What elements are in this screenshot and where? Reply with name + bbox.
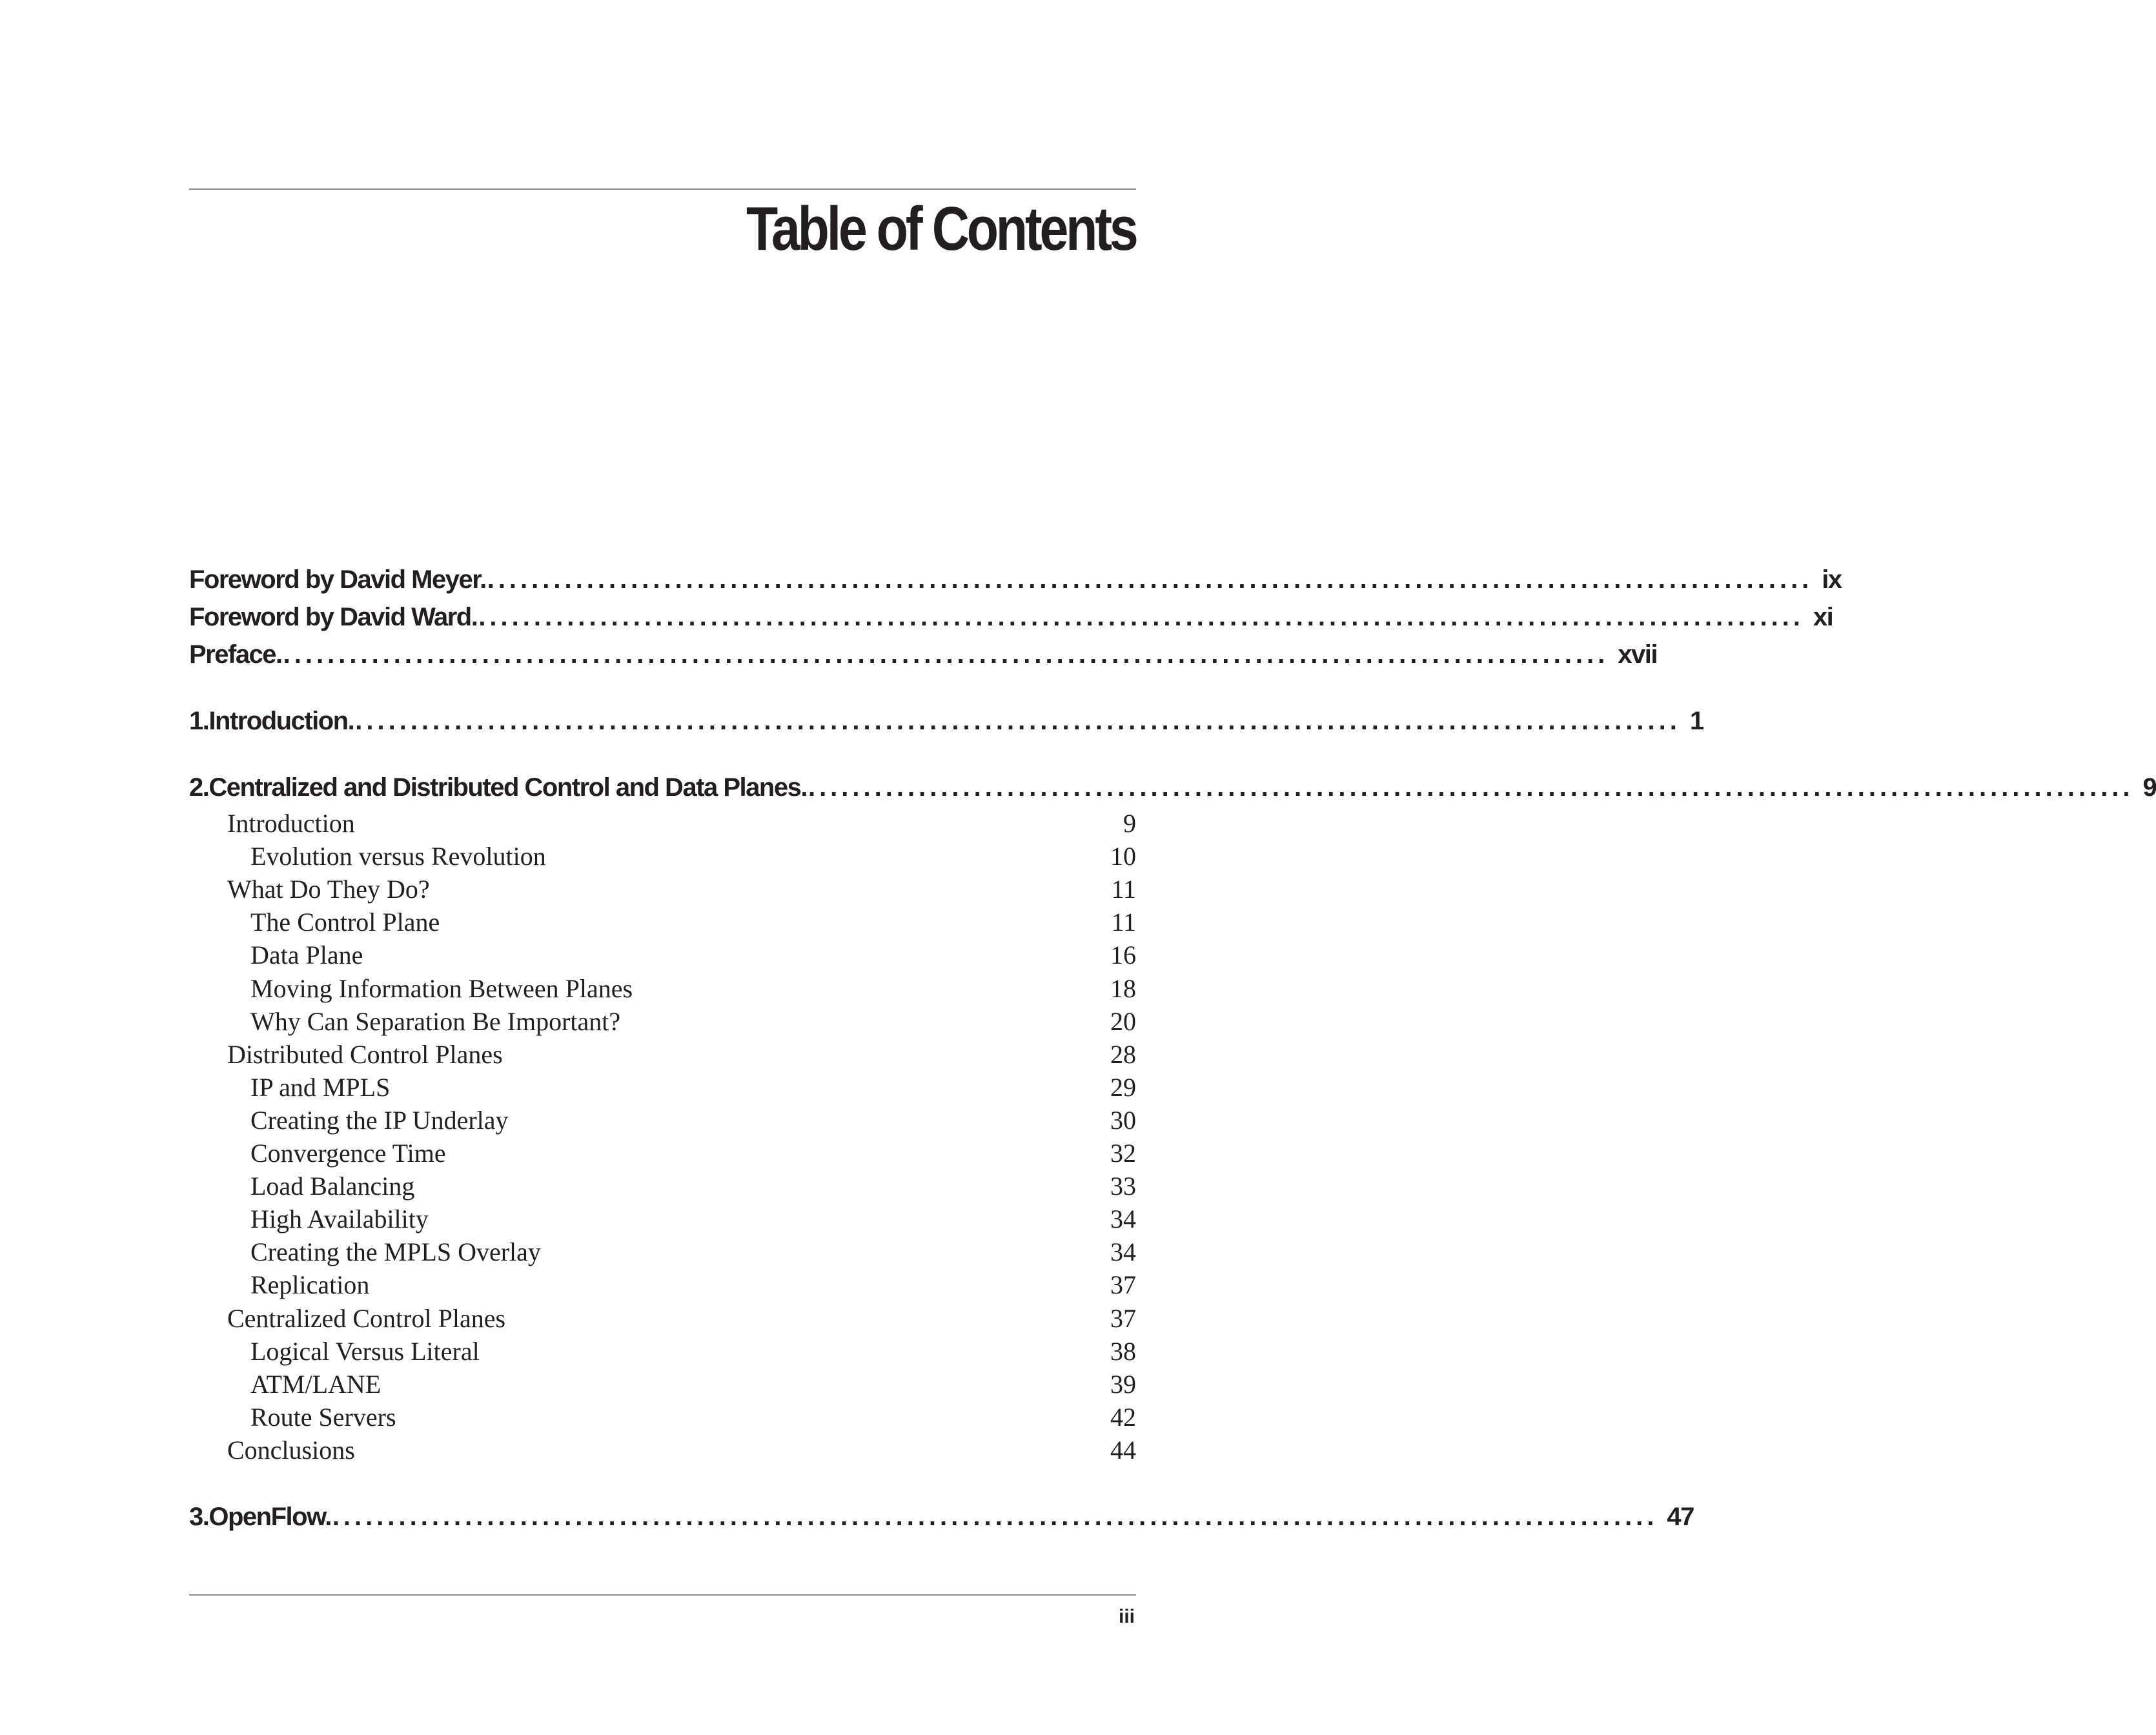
bottom-rule [189,1594,1136,1596]
toc-subsection-entry[interactable] [189,1170,1136,1202]
toc-subsection-entry[interactable] [189,1005,1136,1038]
toc-front-matter-entry[interactable] [189,636,1657,673]
chapter-page-number: 47 [1667,1503,1694,1531]
toc-subsection-entry[interactable] [189,1071,1136,1104]
chapter-title: OpenFlow. [208,1503,331,1531]
toc-subsection-entry[interactable] [189,1401,1136,1434]
toc-section-entry[interactable] [189,1038,1136,1071]
toc-section-entry[interactable] [189,1434,1136,1466]
toc-front-matter-entry[interactable] [189,562,1842,598]
toc-subsection-entry[interactable] [189,1104,1136,1137]
section-title: Moving Information Between Planes [250,974,633,1003]
chapter-page-number: 1 [1689,707,1703,735]
section-page-number: 11 [1111,908,1136,937]
front-matter-leader-dots: ........................................................................................................................ [283,640,1609,669]
section-title: Load Balancing [250,1172,415,1201]
section-page-number: 18 [1110,974,1136,1003]
toc-subsection-entry[interactable] [189,840,1136,873]
front-matter-leader-dots: ........................................................................................................................ [478,603,1804,631]
section-page-number: 10 [1110,842,1136,871]
section-title: Logical Versus Literal [250,1337,480,1366]
chapter-number: 1. [189,707,209,735]
section-title: Replication [250,1270,370,1299]
front-matter-page-number: xi [1813,603,1833,631]
section-page-number: 32 [1110,1139,1136,1168]
section-title: Conclusions [227,1436,355,1465]
toc-subsection-entry[interactable] [189,1268,1136,1301]
section-page-number: 30 [1110,1106,1136,1135]
toc-subsection-entry[interactable] [189,972,1136,1005]
section-title: Convergence Time [250,1139,446,1168]
chapter-title: Introduction. [208,707,354,735]
section-page-number: 38 [1110,1337,1136,1366]
front-matter-title: Foreword by David Ward. [189,603,478,631]
toc-chapter-entry[interactable] [189,769,2156,806]
section-page-number: 16 [1110,940,1136,969]
chapter-number: 2. [189,773,209,802]
section-page-number: 44 [1110,1436,1136,1465]
toc-subsection-entry[interactable] [189,939,1136,971]
chapter-number: 3. [189,1503,209,1531]
toc-chapter-entry[interactable] [189,1499,1694,1535]
toc-front-matter-entry[interactable] [189,599,1833,635]
section-title: Centralized Control Planes [227,1304,506,1333]
section-page-number: 33 [1110,1172,1136,1201]
toc-section-entry[interactable] [189,873,1136,906]
section-title: High Availability [250,1204,429,1233]
toc-subsection-entry[interactable] [189,1368,1136,1401]
section-title: Creating the IP Underlay [250,1106,509,1135]
front-matter-title: Foreword by David Meyer. [189,565,486,594]
chapter-page-number: 9 [2142,773,2156,802]
section-title: Evolution versus Revolution [250,842,546,871]
section-page-number: 34 [1110,1237,1136,1266]
section-page-number: 37 [1110,1304,1136,1333]
section-title: ATM/LANE [250,1370,381,1399]
front-matter-leader-dots: ........................................................................................................................ [487,565,1813,594]
section-page-number: 28 [1110,1040,1136,1069]
toc-section-entry[interactable] [189,807,1136,840]
section-page-number: 34 [1110,1204,1136,1233]
section-page-number: 20 [1110,1007,1136,1036]
chapter-leader-dots: ........................................................................................................................ [332,1503,1658,1531]
chapter-title: Centralized and Distributed Control and Data Planes. [208,773,807,802]
section-page-number: 42 [1110,1403,1136,1432]
section-title: The Control Plane [250,908,440,937]
page-title: Table of Contents [746,194,1136,263]
toc-section-entry[interactable] [189,1302,1136,1335]
section-title: IP and MPLS [250,1073,391,1102]
toc-subsection-entry[interactable] [189,1235,1136,1268]
section-title: Creating the MPLS Overlay [250,1237,541,1266]
section-page-number: 9 [1123,809,1136,838]
section-title: Distributed Control Planes [227,1040,503,1069]
toc-subsection-entry[interactable] [189,1202,1136,1235]
chapter-leader-dots: ........................................................................................................................ [355,707,1681,735]
front-matter-page-number: ix [1822,565,1842,594]
front-matter-page-number: xvii [1618,640,1657,669]
section-page-number: 29 [1110,1073,1136,1102]
section-title: Why Can Separation Be Important? [250,1007,621,1036]
section-title: What Do They Do? [227,875,430,904]
toc-subsection-entry[interactable] [189,906,1136,939]
chapter-leader-dots: ........................................................................................................................ [808,773,2134,802]
section-title: Introduction [227,809,355,838]
section-page-number: 39 [1110,1370,1136,1399]
front-matter-title: Preface. [189,640,282,669]
section-page-number: 37 [1110,1270,1136,1299]
toc-subsection-entry[interactable] [189,1137,1136,1170]
page-number: iii [1118,1606,1135,1627]
section-page-number: 11 [1111,875,1136,904]
toc-chapter-entry[interactable] [189,703,1703,739]
section-title: Data Plane [250,940,363,969]
toc-subsection-entry[interactable] [189,1335,1136,1368]
section-title: Route Servers [250,1403,396,1432]
